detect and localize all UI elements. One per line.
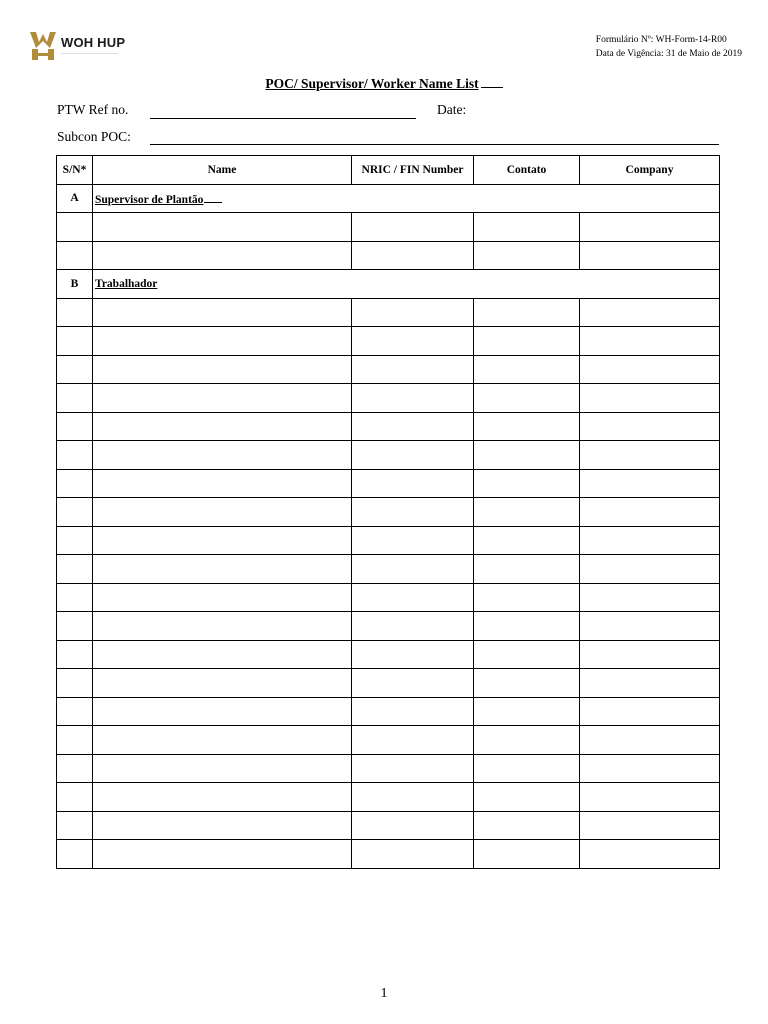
page-number: 1 [380, 986, 388, 1001]
woh-hup-logo-icon [30, 32, 56, 60]
cell-sn[interactable] [57, 241, 93, 270]
table-row [57, 241, 720, 270]
table-row [57, 783, 720, 812]
section-title [93, 184, 720, 213]
cell-company[interactable] [580, 213, 720, 242]
cell-sn[interactable] [57, 441, 93, 470]
table-row [57, 840, 720, 869]
cell-contact[interactable] [474, 213, 580, 242]
cell-company[interactable] [580, 355, 720, 384]
cell-name[interactable] [93, 697, 352, 726]
cell-name[interactable] [93, 241, 352, 270]
ptw-ref-label: PTW Ref no. [57, 102, 129, 117]
table-row [57, 298, 720, 327]
cell-name[interactable] [93, 298, 352, 327]
cell-company[interactable] [580, 583, 720, 612]
company-logo [30, 32, 125, 60]
cell-contact[interactable] [474, 840, 580, 869]
cell-sn[interactable] [57, 469, 93, 498]
cell-nric[interactable] [352, 327, 474, 356]
cell-contact[interactable] [474, 441, 580, 470]
table-row [57, 697, 720, 726]
cell-company[interactable] [580, 498, 720, 527]
cell-nric[interactable] [352, 384, 474, 413]
cell-contact[interactable] [474, 612, 580, 641]
date-label: Date: [437, 102, 467, 117]
cell-name[interactable] [93, 412, 352, 441]
cell-contact[interactable] [474, 327, 580, 356]
cell-name[interactable] [93, 213, 352, 242]
cell-company[interactable] [580, 612, 720, 641]
cell-sn[interactable] [57, 612, 93, 641]
table-row [57, 640, 720, 669]
table-row [57, 384, 720, 413]
table-row [57, 498, 720, 527]
cell-nric[interactable] [352, 669, 474, 698]
cell-nric[interactable] [352, 213, 474, 242]
cell-company[interactable] [580, 327, 720, 356]
section-letter: A [57, 184, 93, 213]
cell-company[interactable] [580, 783, 720, 812]
cell-name[interactable] [93, 355, 352, 384]
section-letter: B [57, 270, 93, 299]
cell-nric[interactable] [352, 783, 474, 812]
cell-sn[interactable] [57, 555, 93, 584]
cell-company[interactable] [580, 840, 720, 869]
cell-sn[interactable] [57, 498, 93, 527]
table-row [57, 469, 720, 498]
cell-company[interactable] [580, 526, 720, 555]
col-header-contact: Contato [474, 156, 580, 185]
cell-nric[interactable] [352, 498, 474, 527]
cell-sn[interactable] [57, 697, 93, 726]
cell-nric[interactable] [352, 441, 474, 470]
cell-sn[interactable] [57, 298, 93, 327]
cell-name[interactable] [93, 640, 352, 669]
cell-company[interactable] [580, 697, 720, 726]
cell-contact[interactable] [474, 498, 580, 527]
cell-contact[interactable] [474, 697, 580, 726]
cell-name[interactable] [93, 384, 352, 413]
cell-sn[interactable] [57, 726, 93, 755]
ptw-ref-input[interactable] [150, 118, 416, 119]
cell-company[interactable] [580, 241, 720, 270]
section-row [57, 184, 720, 213]
cell-name[interactable] [93, 840, 352, 869]
cell-contact[interactable] [474, 811, 580, 840]
cell-contact[interactable] [474, 355, 580, 384]
cell-company[interactable] [580, 726, 720, 755]
cell-contact[interactable] [474, 241, 580, 270]
title-underline [481, 75, 503, 88]
cell-contact[interactable] [474, 384, 580, 413]
cell-sn[interactable] [57, 640, 93, 669]
cell-company[interactable] [580, 384, 720, 413]
logo-name: WOH HUP [61, 35, 126, 50]
cell-nric[interactable] [352, 355, 474, 384]
table-row [57, 412, 720, 441]
form-number: Formulário Nº: WH-Form-14-R00 [595, 35, 727, 45]
table-row [57, 583, 720, 612]
cell-name[interactable] [93, 583, 352, 612]
cell-nric[interactable] [352, 754, 474, 783]
cell-sn[interactable] [57, 412, 93, 441]
cell-nric[interactable] [352, 469, 474, 498]
cell-sn[interactable] [57, 526, 93, 555]
table-row [57, 327, 720, 356]
cell-company[interactable] [580, 754, 720, 783]
cell-contact[interactable] [474, 526, 580, 555]
cell-contact[interactable] [474, 754, 580, 783]
cell-nric[interactable] [352, 640, 474, 669]
logo-tagline-graphic: —————————————— [61, 50, 119, 55]
cell-name[interactable] [93, 441, 352, 470]
table-row [57, 669, 720, 698]
cell-company[interactable] [580, 669, 720, 698]
cell-sn[interactable] [57, 355, 93, 384]
table-row [57, 726, 720, 755]
page-title [0, 75, 768, 92]
table-row [57, 612, 720, 641]
table-row [57, 213, 720, 242]
cell-name[interactable] [93, 555, 352, 584]
cell-company[interactable] [580, 811, 720, 840]
cell-sn[interactable] [57, 783, 93, 812]
cell-contact[interactable] [474, 469, 580, 498]
cell-nric[interactable] [352, 526, 474, 555]
page-title-text: POC/ Supervisor/ Worker Name List [265, 76, 479, 91]
cell-company[interactable] [580, 469, 720, 498]
cell-name[interactable] [93, 498, 352, 527]
cell-contact[interactable] [474, 669, 580, 698]
cell-sn[interactable] [57, 754, 93, 783]
cell-nric[interactable] [352, 555, 474, 584]
subcon-poc-input[interactable] [150, 144, 719, 145]
table-row [57, 355, 720, 384]
subcon-poc-label: Subcon POC: [57, 129, 131, 144]
cell-company[interactable] [580, 298, 720, 327]
cell-contact[interactable] [474, 783, 580, 812]
col-header-name: Name [93, 156, 352, 185]
col-header-sn: S/N* [57, 156, 93, 185]
cell-sn[interactable] [57, 840, 93, 869]
cell-contact[interactable] [474, 412, 580, 441]
cell-sn[interactable] [57, 669, 93, 698]
cell-name[interactable] [93, 612, 352, 641]
section-title-underline [204, 191, 222, 203]
cell-contact[interactable] [474, 298, 580, 327]
section-title-text: Trabalhador [95, 277, 158, 290]
table-row [57, 441, 720, 470]
cell-sn[interactable] [57, 811, 93, 840]
cell-nric[interactable] [352, 811, 474, 840]
cell-company[interactable] [580, 555, 720, 584]
cell-contact[interactable] [474, 726, 580, 755]
cell-contact[interactable] [474, 640, 580, 669]
cell-name[interactable] [93, 327, 352, 356]
cell-nric[interactable] [352, 612, 474, 641]
cell-name[interactable] [93, 754, 352, 783]
cell-nric[interactable] [352, 583, 474, 612]
cell-company[interactable] [580, 640, 720, 669]
col-header-company: Company [580, 156, 720, 185]
cell-sn[interactable] [57, 213, 93, 242]
section-title-text: Supervisor de Plantão [95, 193, 204, 206]
cell-sn[interactable] [57, 327, 93, 356]
name-list-table [56, 155, 720, 869]
cell-name[interactable] [93, 469, 352, 498]
table-row [57, 754, 720, 783]
cell-sn[interactable] [57, 583, 93, 612]
cell-name[interactable] [93, 811, 352, 840]
col-header-nric: NRIC / FIN Number [352, 156, 474, 185]
cell-nric[interactable] [352, 241, 474, 270]
cell-sn[interactable] [57, 384, 93, 413]
cell-nric[interactable] [352, 412, 474, 441]
table-row [57, 526, 720, 555]
cell-nric[interactable] [352, 298, 474, 327]
cell-name[interactable] [93, 526, 352, 555]
cell-company[interactable] [580, 412, 720, 441]
section-title [93, 270, 720, 299]
cell-name[interactable] [93, 726, 352, 755]
table-body [57, 184, 720, 868]
section-row [57, 270, 720, 299]
cell-nric[interactable] [352, 840, 474, 869]
cell-nric[interactable] [352, 697, 474, 726]
cell-name[interactable] [93, 783, 352, 812]
cell-contact[interactable] [474, 555, 580, 584]
cell-nric[interactable] [352, 726, 474, 755]
table-row [57, 811, 720, 840]
cell-contact[interactable] [474, 583, 580, 612]
table-row [57, 555, 720, 584]
cell-company[interactable] [580, 441, 720, 470]
form-info [596, 33, 742, 61]
effective-date: Data de Vigência: 31 de Maio de 2019 [595, 49, 742, 59]
table-header-row [57, 156, 720, 185]
cell-name[interactable] [93, 669, 352, 698]
